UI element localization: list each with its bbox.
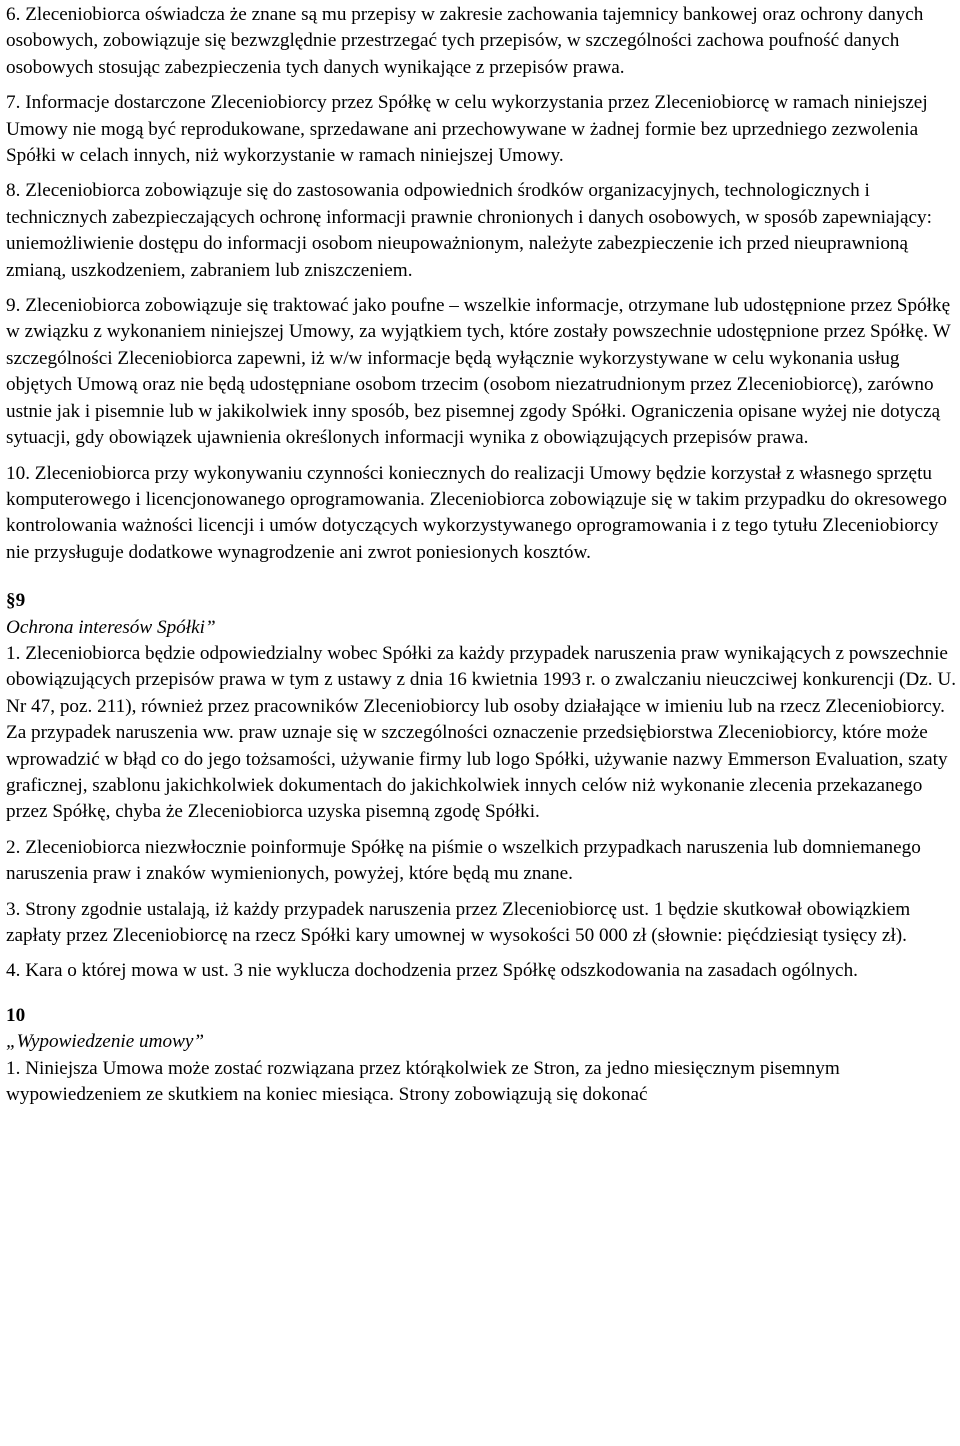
section-10 — [6, 1003, 958, 1109]
section-10-title: „Wypowiedzenie umowy” — [6, 1031, 205, 1053]
section-9 — [6, 588, 958, 985]
section-9-title: Ochrona interesów Spółki” — [6, 616, 216, 638]
paragraph-9: 9. Zleceniobiorca zobowiązuje się traktować jako poufne – wszelkie informacje, otrzymane lub udostępnione przez Spółkę w związku z wykonaniem niniejszej Umowy, za wyjątkiem tych, które zostały powszechnie udostępnione przez Spółkę. W szczególności Zleceniobiorca zapewni, iż w/w informacje będą wyłącznie wykorzystywane w celu wykonania usług objętych Umową oraz nie będą udostępniane osobom trzecim (osobom niezatrudnionym przez Zleceniobiorcę), zarówno ustnie jak i pisemnie lub w jakikolwiek inny sposób, bez pisemnej zgody Spółki. Ograniczenia opisane wyżej nie dotyczą sytuacji, gdy obowiązek ujawnienia określonych informacji wynika z obowiązujących przepisów prawa. — [6, 295, 951, 449]
paragraph-8: 8. Zleceniobiorca zobowiązuje się do zastosowania odpowiednich środków organizacyjnych, technologicznych i technicznych zabezpieczających ochronę informacji prawnie chronionych i danych osobowych, w sposób zapewniający: uniemożliwienie dostępu do informacji osobom nieupoważnionym, należyte zabezpieczenie ich przed nieuprawnioną zmianą, uszkodzeniem, zabraniem lub zniszczeniem. — [6, 180, 932, 281]
section-9-paragraph-2: 2. Zleceniobiorca niezwłocznie poinformuje Spółkę na piśmie o wszelkich przypadkach naruszenia lub domniemanego naruszenia praw i znaków wymienionych, powyżej, które będą mu znane. — [6, 836, 921, 885]
paragraph-6: 6. Zleceniobiorca oświadcza że znane są mu przepisy w zakresie zachowania tajemnicy bankowej oraz ochrony danych osobowych, zobowiązuje się bezwzględnie przestrzegać tych przepisów, w szczególności zachowa poufność danych osobowych stosując zabezpieczenia tych danych wynikające z przepisów prawa. — [6, 4, 924, 78]
section-9-number: §9 — [6, 590, 26, 612]
section-9-paragraph-4: 4. Kara o której mowa w ust. 3 nie wyklucza dochodzenia przez Spółkę odszkodowania na zasadach ogólnych. — [6, 960, 858, 982]
section-9-paragraph-1: 1. Zleceniobiorca będzie odpowiedzialny wobec Spółki za każdy przypadek naruszenia praw wynikających z powszechnie obowiązujących przepisów prawa w tym z ustawy z dnia 16 kwietnia 1993 r. o zwalczaniu nieuczciwej konkurencji (Dz. U. Nr 47, poz. 211), również przez pracowników Zleceniobiorcy lub osoby działające w imieniu lub na rzecz Zleceniobiorcy. Za przypadek naruszenia ww. praw uznaje się w szczególności oznaczenie przedsiębiorstwa Zleceniobiorcy, które może wprowadzić w błąd co do jego tożsamości, używanie firmy lub logo Spółki, używanie nazwy Emmerson Evaluation, szaty graficznej, szablonu jakichkolwiek dokumentach do jakichkolwiek innych celów niż wykonanie zlecenia przekazanego przez Spółkę, chyba że Zleceniobiorca uzyska pisemną zgodę Spółki. — [6, 642, 956, 823]
section-10-paragraph-1: 1. Niniejsza Umowa może zostać rozwiązana przez którąkolwiek ze Stron, za jedno miesięcznym pisemnym wypowiedzeniem ze skutkiem na koniec miesiąca. Strony zobowiązują się dokonać — [6, 1057, 840, 1106]
section-9-paragraph-3: 3. Strony zgodnie ustalają, iż każdy przypadek naruszenia przez Zleceniobiorcę ust. 1 będzie skutkował obowiązkiem zapłaty przez Zleceniobiorcę na rzecz Spółki kary umownej w wysokości 50 000 zł (słownie: pięćdziesiąt tysięcy zł). — [6, 898, 911, 946]
paragraph-10: 10. Zleceniobiorca przy wykonywaniu czynności koniecznych do realizacji Umowy będzie korzystał z własnego sprzętu komputerowego i licencjonowanego oprogramowania. Zleceniobiorca zobowiązuje się w takim przypadku do okresowego kontrolowania ważności licencji i umów dotyczących wykorzystywanego oprogramowania i z tego tytułu Zleceniobiorcy nie przysługuje dodatkowe wynagrodzenie ani zwrot poniesionych kosztów. — [6, 462, 947, 563]
section-10-number: 10 — [6, 1004, 26, 1026]
paragraph-7: 7. Informacje dostarczone Zleceniobiorcy przez Spółkę w celu wykorzystania przez Zleceniobiorcę w ramach niniejszej Umowy nie mogą być reprodukowane, sprzedawane ani przechowywane w żadnej formie bez uprzedniego zezwolenia Spółki w celach innych, niż wykorzystanie w ramach niniejszej Umowy. — [6, 92, 928, 167]
